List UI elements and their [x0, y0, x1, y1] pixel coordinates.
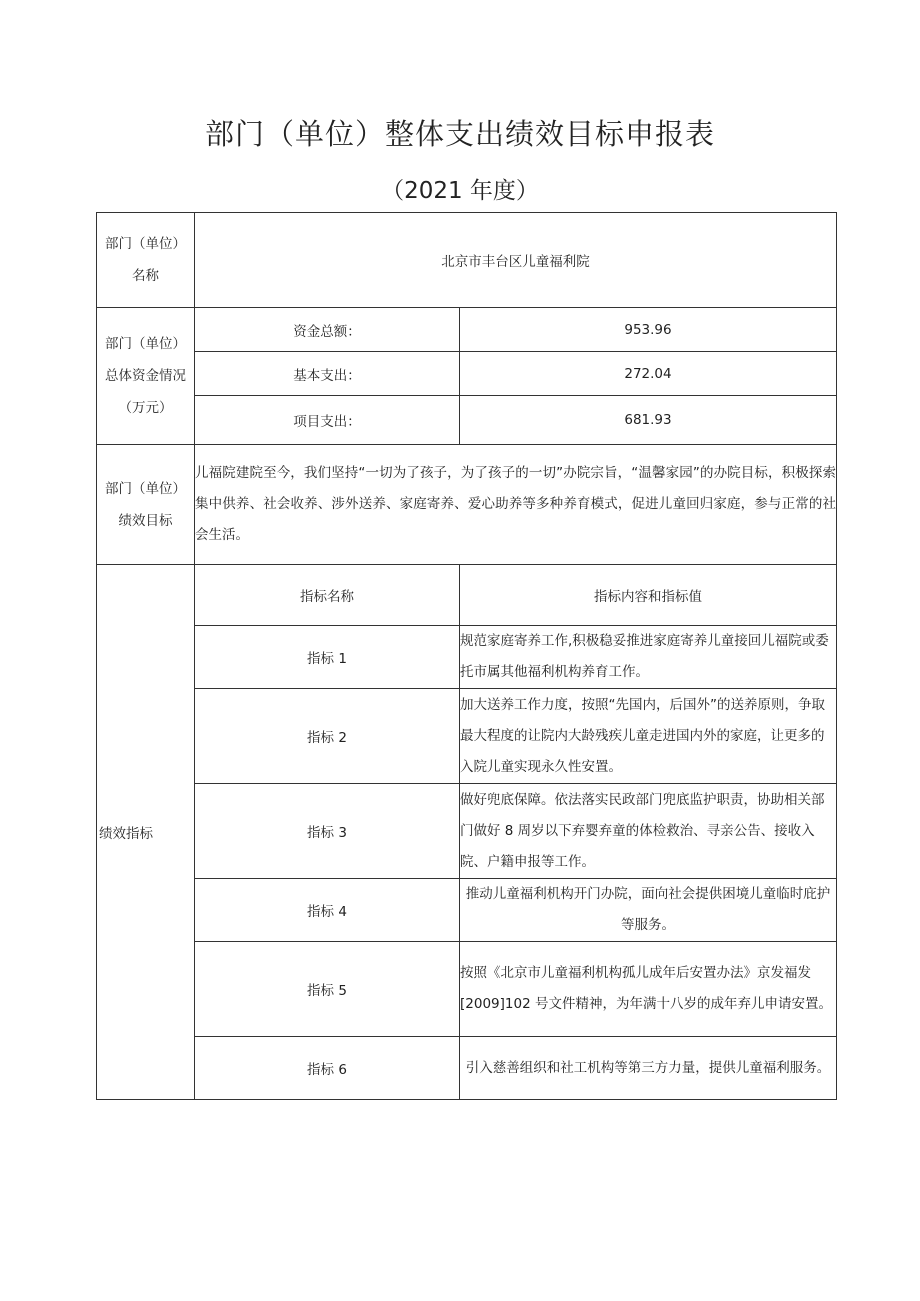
unit-name-label-line2: 名称: [132, 268, 159, 284]
indicator-name: 指标 4: [195, 879, 460, 942]
indicator-content: 推动儿童福利机构开门办院，面向社会提供困境儿童临时庇护等服务。: [460, 879, 837, 942]
goal-label: [97, 445, 195, 565]
funds-label-line1: 部门（单位）: [105, 336, 186, 352]
unit-name-value: 北京市丰台区儿童福利院: [195, 213, 837, 308]
funds-project-label: 项目支出：: [195, 396, 460, 445]
indicator-name: 指标 6: [195, 1037, 460, 1100]
goal-text: 儿福院建院至今，我们坚持“一切为了孩子，为了孩子的一切”办院宗旨，“温馨家园”的办院目标，积极探索集中供养、社会收养、涉外送养、家庭寄养、爱心助养等多种养育模式，促进儿童回归家庭，参与正常的社会生活。: [195, 445, 837, 565]
indicator-content: 按照《北京市儿童福利机构孤儿成年后安置办法》京发福发[2009]102 号文件精神，为年满十八岁的成年弃儿申请安置。: [460, 942, 837, 1037]
funds-project-value: 681.93: [460, 396, 837, 445]
indicators-label: 绩效指标: [97, 565, 195, 1100]
indicator-row: [97, 626, 837, 689]
indicator-row: [97, 1037, 837, 1100]
funds-total-value: 953.96: [460, 308, 837, 352]
goal-row: [97, 445, 837, 565]
indicators-header-row: [97, 565, 837, 626]
funds-row-total: [97, 308, 837, 352]
indicator-row: [97, 689, 837, 784]
indicator-content: 规范家庭寄养工作,积极稳妥推进家庭寄养儿童接回儿福院或委托市属其他福利机构养育工作。: [460, 626, 837, 689]
funds-label-line3: （万元）: [118, 400, 173, 416]
unit-name-label: [97, 213, 195, 308]
unit-name-row: [97, 213, 837, 308]
indicator-content-header: 指标内容和指标值: [460, 565, 837, 626]
unit-name-label-line1: 部门（单位）: [105, 236, 186, 252]
funds-row-basic: [97, 352, 837, 396]
funds-basic-label: 基本支出：: [195, 352, 460, 396]
indicator-name: 指标 2: [195, 689, 460, 784]
indicator-content: 引入慈善组织和社工机构等第三方力量，提供儿童福利服务。: [460, 1037, 837, 1100]
indicator-row: [97, 879, 837, 942]
indicator-content: 加大送养工作力度，按照“先国内，后国外”的送养原则，争取最大程度的让院内大龄残疾儿童走进国内外的家庭，让更多的入院儿童实现永久性安置。: [460, 689, 837, 784]
indicator-name: 指标 1: [195, 626, 460, 689]
indicator-row: [97, 942, 837, 1037]
goal-label-line1: 部门（单位）: [105, 480, 186, 497]
funds-basic-value: 272.04: [460, 352, 837, 396]
indicator-row: [97, 784, 837, 879]
indicator-name: 指标 3: [195, 784, 460, 879]
indicator-name-header: 指标名称: [195, 565, 460, 626]
goal-label-line2: 绩效目标: [118, 512, 173, 529]
funds-label: [97, 308, 195, 445]
funds-label-line2: 总体资金情况: [105, 368, 186, 384]
funds-total-label: 资金总额：: [195, 308, 460, 352]
indicator-name: 指标 5: [195, 942, 460, 1037]
page-subtitle: （2021 年度）: [381, 178, 539, 204]
page-title: 部门（单位）整体支出绩效目标申报表: [204, 117, 715, 151]
funds-row-project: [97, 396, 837, 445]
performance-goal-table: [96, 212, 837, 1100]
indicator-content: 做好兜底保障。依法落实民政部门兜底监护职责，协助相关部门做好 8 周岁以下弃婴弃童的体检救治、寻亲公告、接收入院、户籍申报等工作。: [460, 784, 837, 879]
